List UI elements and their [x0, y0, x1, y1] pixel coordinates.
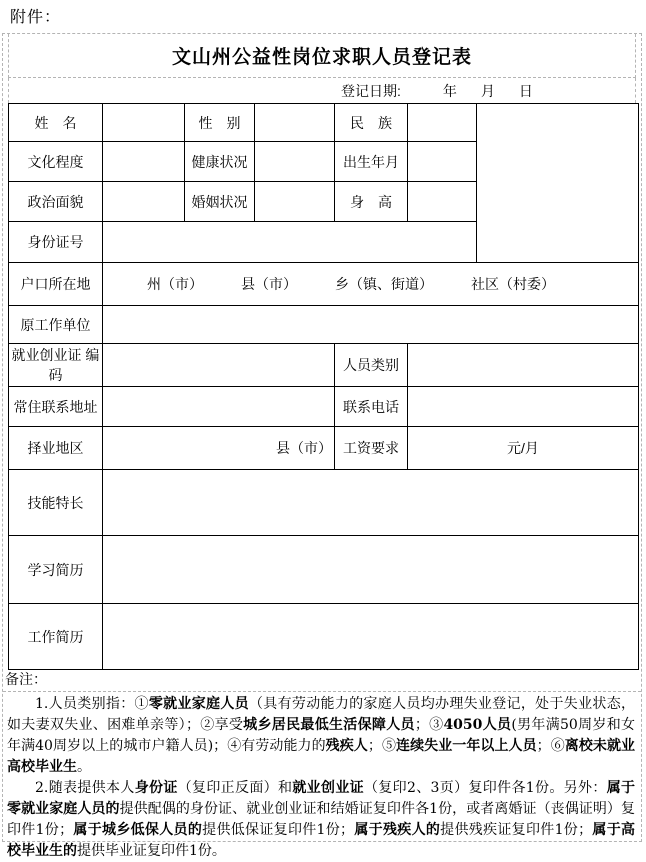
education-history-value-cell [103, 536, 639, 604]
notes-label: 备注： [3, 670, 641, 692]
note-segment: 属于零就业家庭人员的 [7, 780, 636, 817]
education-history-label: 学习简历 [9, 536, 103, 604]
phone-label: 联系电话 [335, 387, 408, 427]
health-value-cell [255, 142, 335, 182]
registration-date-label: 登记日期: [341, 82, 401, 99]
id-number-value-cell [103, 222, 477, 263]
employment-cert-code-value-cell [103, 344, 335, 387]
note-segment: 就业创业证 [292, 780, 364, 796]
note-segment: 1.人员类别指：① [35, 696, 149, 712]
job-area-value-cell: 县（市） [103, 427, 335, 470]
note-segment: 残疾人 [325, 738, 368, 754]
registration-date-value: 年 月 日 [442, 82, 538, 99]
hukou-options [105, 274, 636, 294]
note-segment: 零就业家庭人员 [148, 696, 249, 712]
address-label: 常住联系地址 [9, 387, 103, 427]
note-segment: （复印正反面）和 [177, 780, 293, 796]
id-number-label: 身份证号 [9, 222, 103, 263]
note-segment: ；③ [414, 717, 444, 733]
marriage-label: 婚姻状况 [185, 182, 255, 222]
gender-label: 性 别 [185, 104, 255, 142]
note-segment: （具有劳动能力的家庭人员均办理失业登记，处于失业状态，如夫妻双失业、困难单亲等）；②享受 [7, 696, 636, 733]
note-segment: 属于城乡低保人员的 [73, 822, 203, 838]
skills-value-cell [103, 470, 639, 536]
education-label: 文化程度 [9, 142, 103, 182]
salary-value-cell: 元/月 [408, 427, 639, 470]
note-segment: 4050人员 [443, 717, 512, 733]
salary-label: 工资要求 [335, 427, 408, 470]
gender-value-cell [255, 104, 335, 142]
registration-table [8, 103, 639, 670]
job-area-label: 择业地区 [9, 427, 103, 470]
employment-cert-code-label: 就业创业证 编码 [9, 344, 103, 387]
politics-label: 政治面貌 [9, 182, 103, 222]
note-segment: 身份证 [134, 780, 178, 796]
former-employer-label: 原工作单位 [9, 306, 103, 344]
height-label: 身 高 [335, 182, 408, 222]
photo-cell [477, 104, 639, 263]
note-segment: 提供低保证复印件1份； [202, 822, 355, 838]
skills-label: 技能特长 [9, 470, 103, 536]
registration-date-row [8, 78, 636, 103]
former-employer-value-cell [103, 306, 639, 344]
height-value-cell [408, 182, 477, 222]
note-segment: （复印2、3页）复印件各1份。另外： [364, 780, 607, 796]
person-category-value-cell [408, 344, 639, 387]
note-paragraph [7, 694, 635, 778]
hukou-option-prefecture: 州（市） [147, 276, 203, 292]
form-sheet [2, 33, 642, 859]
note-segment: 属于残疾人的 [354, 822, 441, 838]
note-segment: 提供残疾证复印件1份； [440, 822, 593, 838]
note-segment: ；⑤ [367, 738, 397, 754]
note-segment: 城乡居民最低生活保障人员 [243, 717, 415, 733]
birth-date-label: 出生年月 [335, 142, 408, 182]
work-history-value-cell [103, 604, 639, 670]
ethnicity-label: 民 族 [335, 104, 408, 142]
note-segment: (男年满50周岁和女年满40周岁以上的城市户籍人员)；④有劳动能力的 [7, 717, 636, 754]
birth-date-value-cell [408, 142, 477, 182]
hukou-label: 户口所在地 [9, 263, 103, 306]
note-segment: ；⑥ [536, 738, 565, 754]
note-segment: 。 [77, 759, 91, 775]
note-segment: 连续失业一年以上人员 [396, 738, 537, 754]
hukou-option-township: 乡（镇、街道） [335, 276, 433, 292]
hukou-option-county: 县（市） [241, 276, 297, 292]
note-paragraph [7, 778, 635, 862]
hukou-value-cell [103, 263, 639, 306]
name-label: 姓 名 [9, 104, 103, 142]
ethnicity-value-cell [408, 104, 477, 142]
notes-body [3, 692, 641, 862]
health-label: 健康状况 [185, 142, 255, 182]
marriage-value-cell [255, 182, 335, 222]
note-segment: 属于高校毕业生的 [7, 822, 635, 859]
attachment-label: 附件： [10, 7, 62, 26]
note-segment: 2.随表提供本人 [35, 780, 135, 796]
education-value-cell [103, 142, 185, 182]
note-segment: 离校未就业高校毕业生 [7, 738, 636, 775]
work-history-label: 工作简历 [9, 604, 103, 670]
politics-value-cell [103, 182, 185, 222]
person-category-label: 人员类别 [335, 344, 408, 387]
hukou-option-community: 社区（村委） [471, 276, 555, 292]
note-segment: 提供配偶的身份证、就业创业证和结婚证复印件各1份，或者离婚证（丧偶证明）复印件1份； [7, 801, 635, 838]
phone-value-cell [408, 387, 639, 427]
note-segment: 提供毕业证复印件1份。 [77, 843, 226, 859]
address-value-cell [103, 387, 335, 427]
form-title: 文山州公益性岗位求职人员登记表 [8, 34, 636, 78]
name-value-cell [103, 104, 185, 142]
